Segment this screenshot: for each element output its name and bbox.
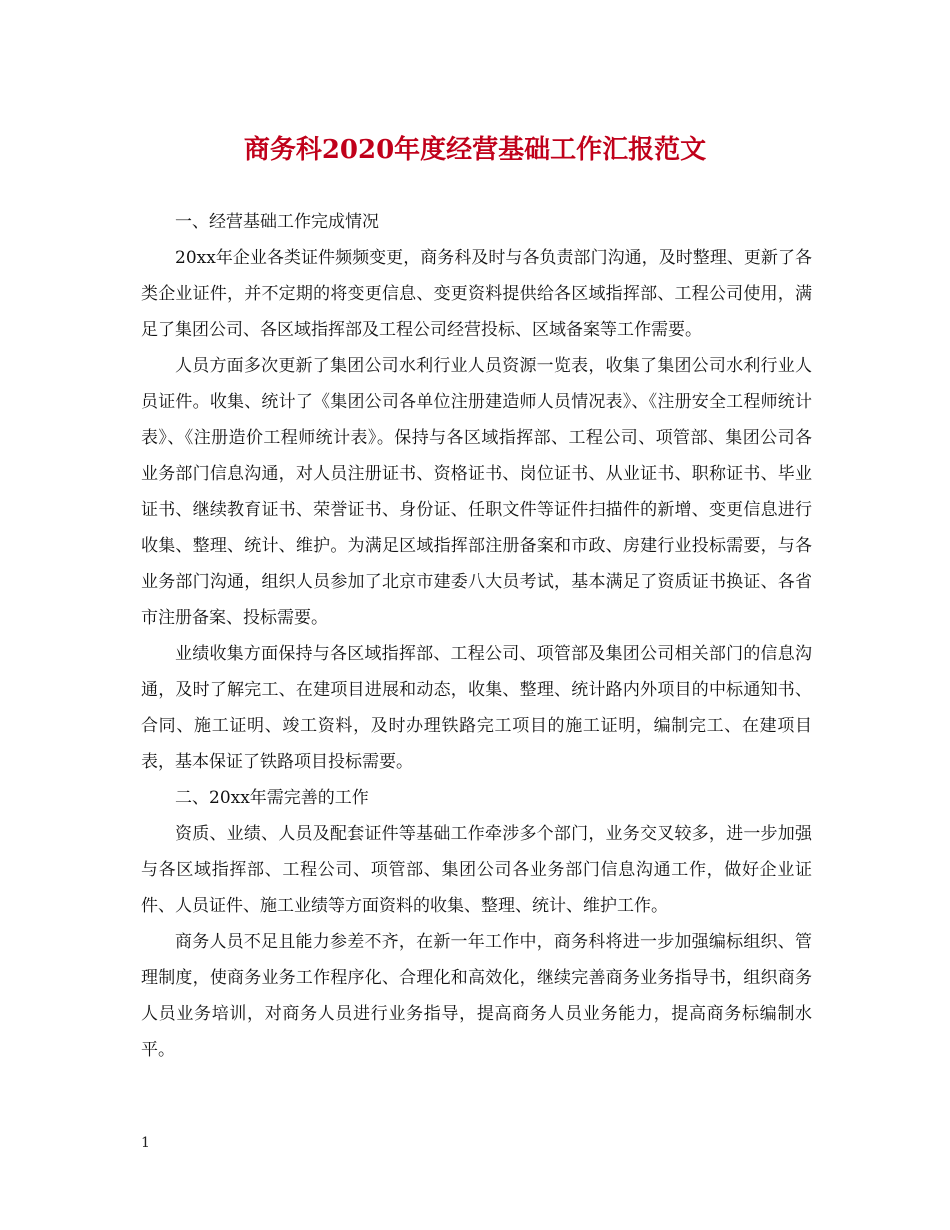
section-heading-2: 二、20xx年需完善的工作	[175, 788, 369, 808]
document-title: 商务科2020年度经营基础工作汇报范文	[243, 135, 707, 165]
paragraph-personnel: 人员方面多次更新了集团公司水利行业人员资源一览表，收集了集团公司水利行业人员证件。收集、统计了《集团公司各单位注册建造师人员情况表》、《注册安全工程师统计表》、《注册造价工程师统计表》。保持与各区域指挥部、工程公司、项管部、集团公司各业务部门信息沟通，对人员注册证书、资格证书、岗位证书、从业证书、职称证书、毕业证书、继续教育证书、荣誉证书、身份证、任职文件等证件扫描件的新增、变更信息进行收集、整理、统计、维护。为满足区域指挥部注册备案和市政、房建行业投标需要，与各业务部门沟通，组织人员参加了北京市建委八大员考试，基本满足了资质证书换证、各省市注册备案、投标需要。	[141, 356, 812, 628]
section-heading-1: 一、经营基础工作完成情况	[175, 212, 379, 232]
page-number: 1	[141, 1135, 150, 1151]
paragraph-performance: 业绩收集方面保持与各区域指挥部、工程公司、项管部及集团公司相关部门的信息沟通，及时了解完工、在建项目进展和动态，收集、整理、统计路内外项目的中标通知书、合同、施工证明、竣工资料，及时办理铁路完工项目的施工证明，编制完工、在建项目表，基本保证了铁路项目投标需要。	[141, 644, 812, 772]
paragraph-certificates: 20xx年企业各类证件频频变更，商务科及时与各负责部门沟通，及时整理、更新了各类企业证件，并不定期的将变更信息、变更资料提供给各区域指挥部、工程公司使用，满足了集团公司、各区域指挥部及工程公司经营投标、区域备案等工作需要。	[141, 248, 812, 340]
paragraph-improvement-coordination: 资质、业绩、人员及配套证件等基础工作牵涉多个部门，业务交叉较多，进一步加强与各区域指挥部、工程公司、项管部、集团公司各业务部门信息沟通工作，做好企业证件、人员证件、施工业绩等方面资料的收集、整理、统计、维护工作。	[141, 824, 812, 916]
paragraph-improvement-staff: 商务人员不足且能力参差不齐，在新一年工作中，商务科将进一步加强编标组织、管理制度，使商务业务工作程序化、合理化和高效化，继续完善商务业务指导书，组织商务人员业务培训，对商务人员进行业务指导，提高商务人员业务能力，提高商务标编制水平。	[141, 932, 812, 1060]
document-body	[141, 204, 812, 1068]
